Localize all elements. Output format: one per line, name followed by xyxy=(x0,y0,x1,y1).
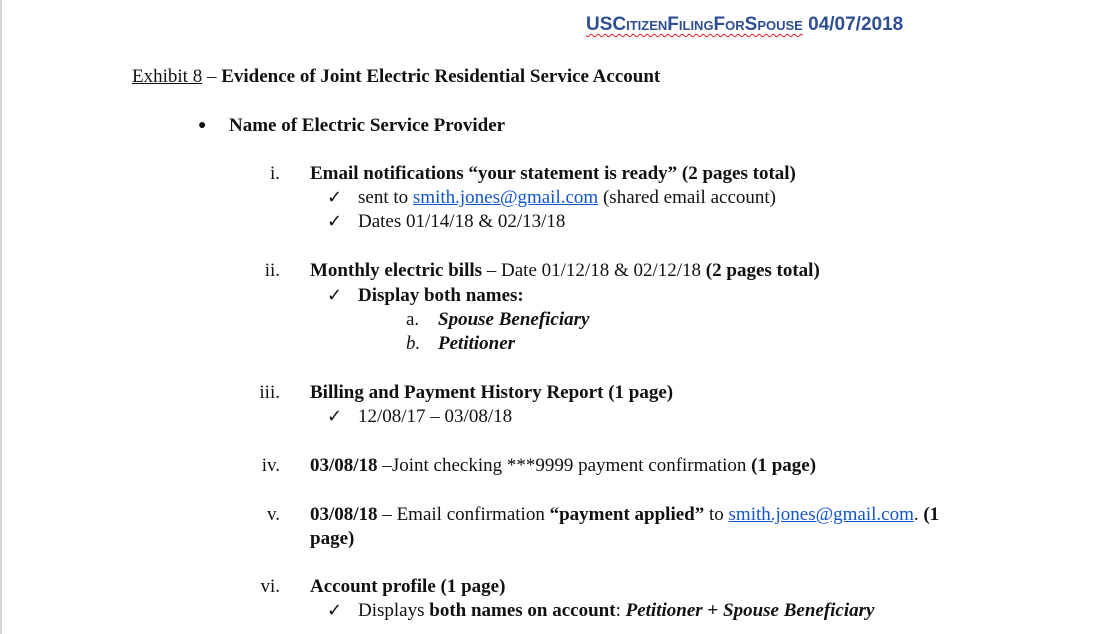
item-v-date: 03/08/18 xyxy=(310,504,378,525)
item-vi-spouse-beneficiary: Spouse Beneficiary xyxy=(723,600,875,621)
item-i-heading: Email notifications “your statement is ready” (2 pages total) xyxy=(310,163,796,184)
item-iv-text xyxy=(310,454,816,478)
item-ii-heading xyxy=(310,259,820,283)
numeral-iii: iii. xyxy=(259,382,280,403)
item-v-plain3: . xyxy=(913,504,919,525)
item-ii-check: Display both names: xyxy=(358,285,524,306)
item-vi-check-prefix: Displays xyxy=(358,600,430,621)
checkmark-icon: ✓ xyxy=(327,211,343,232)
item-v-plain2: to xyxy=(704,504,729,525)
title-text: Evidence of Joint Electric Residential Service Account xyxy=(221,66,661,87)
sub-item-petitioner: Petitioner xyxy=(438,333,516,354)
item-i-check-2: Dates 01/14/18 & 02/13/18 xyxy=(358,211,566,232)
item-v-plain1: – Email confirmation xyxy=(377,504,550,525)
item-iv-plain: –Joint checking ***9999 payment confirmation xyxy=(377,455,752,476)
header-date: 04/07/2018 xyxy=(808,14,904,35)
numeral-ii: ii. xyxy=(264,260,280,281)
header-name: USCitizenFilingForSpouse xyxy=(586,14,803,35)
numeral-v: v. xyxy=(266,504,280,525)
numeral-vi: vi. xyxy=(260,576,280,597)
email-link[interactable]: smith.jones@gmail.com xyxy=(728,504,914,525)
checkmark-icon: ✓ xyxy=(327,406,343,427)
item-i-check-1-suffix: (shared email account) xyxy=(598,187,776,208)
item-iii-heading: Billing and Payment History Report (1 page) xyxy=(310,382,674,403)
sub-item-spouse-beneficiary: Spouse Beneficiary xyxy=(438,309,590,330)
item-i-check-1-prefix: sent to xyxy=(358,187,413,208)
item-iv-date: 03/08/18 xyxy=(310,455,378,476)
item-vi-check xyxy=(358,599,874,623)
document-header xyxy=(586,14,903,36)
sub-letter-a: a. xyxy=(406,309,420,330)
page-left-edge xyxy=(0,0,2,634)
item-vi-petitioner: Petitioner xyxy=(625,600,703,621)
bullet-icon: ● xyxy=(198,118,207,133)
item-iv-pages: (1 page) xyxy=(751,455,817,476)
item-ii-heading-plain: – Date 01/12/18 & 02/12/18 xyxy=(482,260,706,281)
exhibit-label: Exhibit 8 xyxy=(132,66,203,87)
item-v-line-1 xyxy=(310,503,939,527)
checkmark-icon: ✓ xyxy=(327,285,343,306)
item-vi-check-bold: both names on account xyxy=(429,600,616,621)
item-ii-heading-bold: Monthly electric bills xyxy=(310,260,483,281)
email-link[interactable]: smith.jones@gmail.com xyxy=(412,187,599,208)
item-vi-heading: Account profile (1 page) xyxy=(310,576,506,597)
sub-letter-b: b. xyxy=(406,333,421,354)
item-ii-heading-bold2: (2 pages total) xyxy=(705,260,820,281)
item-vi-plus: + xyxy=(702,600,723,621)
checkmark-icon: ✓ xyxy=(327,600,343,621)
exhibit-title xyxy=(132,65,660,89)
item-i-check-1 xyxy=(358,186,776,210)
numeral-iv: iv. xyxy=(261,455,280,476)
numeral-i: i. xyxy=(269,163,280,184)
item-vi-check-colon: : xyxy=(615,600,626,621)
item-v-pages-open: (1 xyxy=(918,504,940,525)
provider-heading: Name of Electric Service Provider xyxy=(229,115,506,136)
item-iii-check: 12/08/17 – 03/08/18 xyxy=(358,406,513,427)
checkmark-icon: ✓ xyxy=(327,187,343,208)
item-v-payment-applied: “payment applied” xyxy=(549,504,705,525)
item-v-line-2: page) xyxy=(310,528,355,549)
title-dash: – xyxy=(202,66,222,87)
